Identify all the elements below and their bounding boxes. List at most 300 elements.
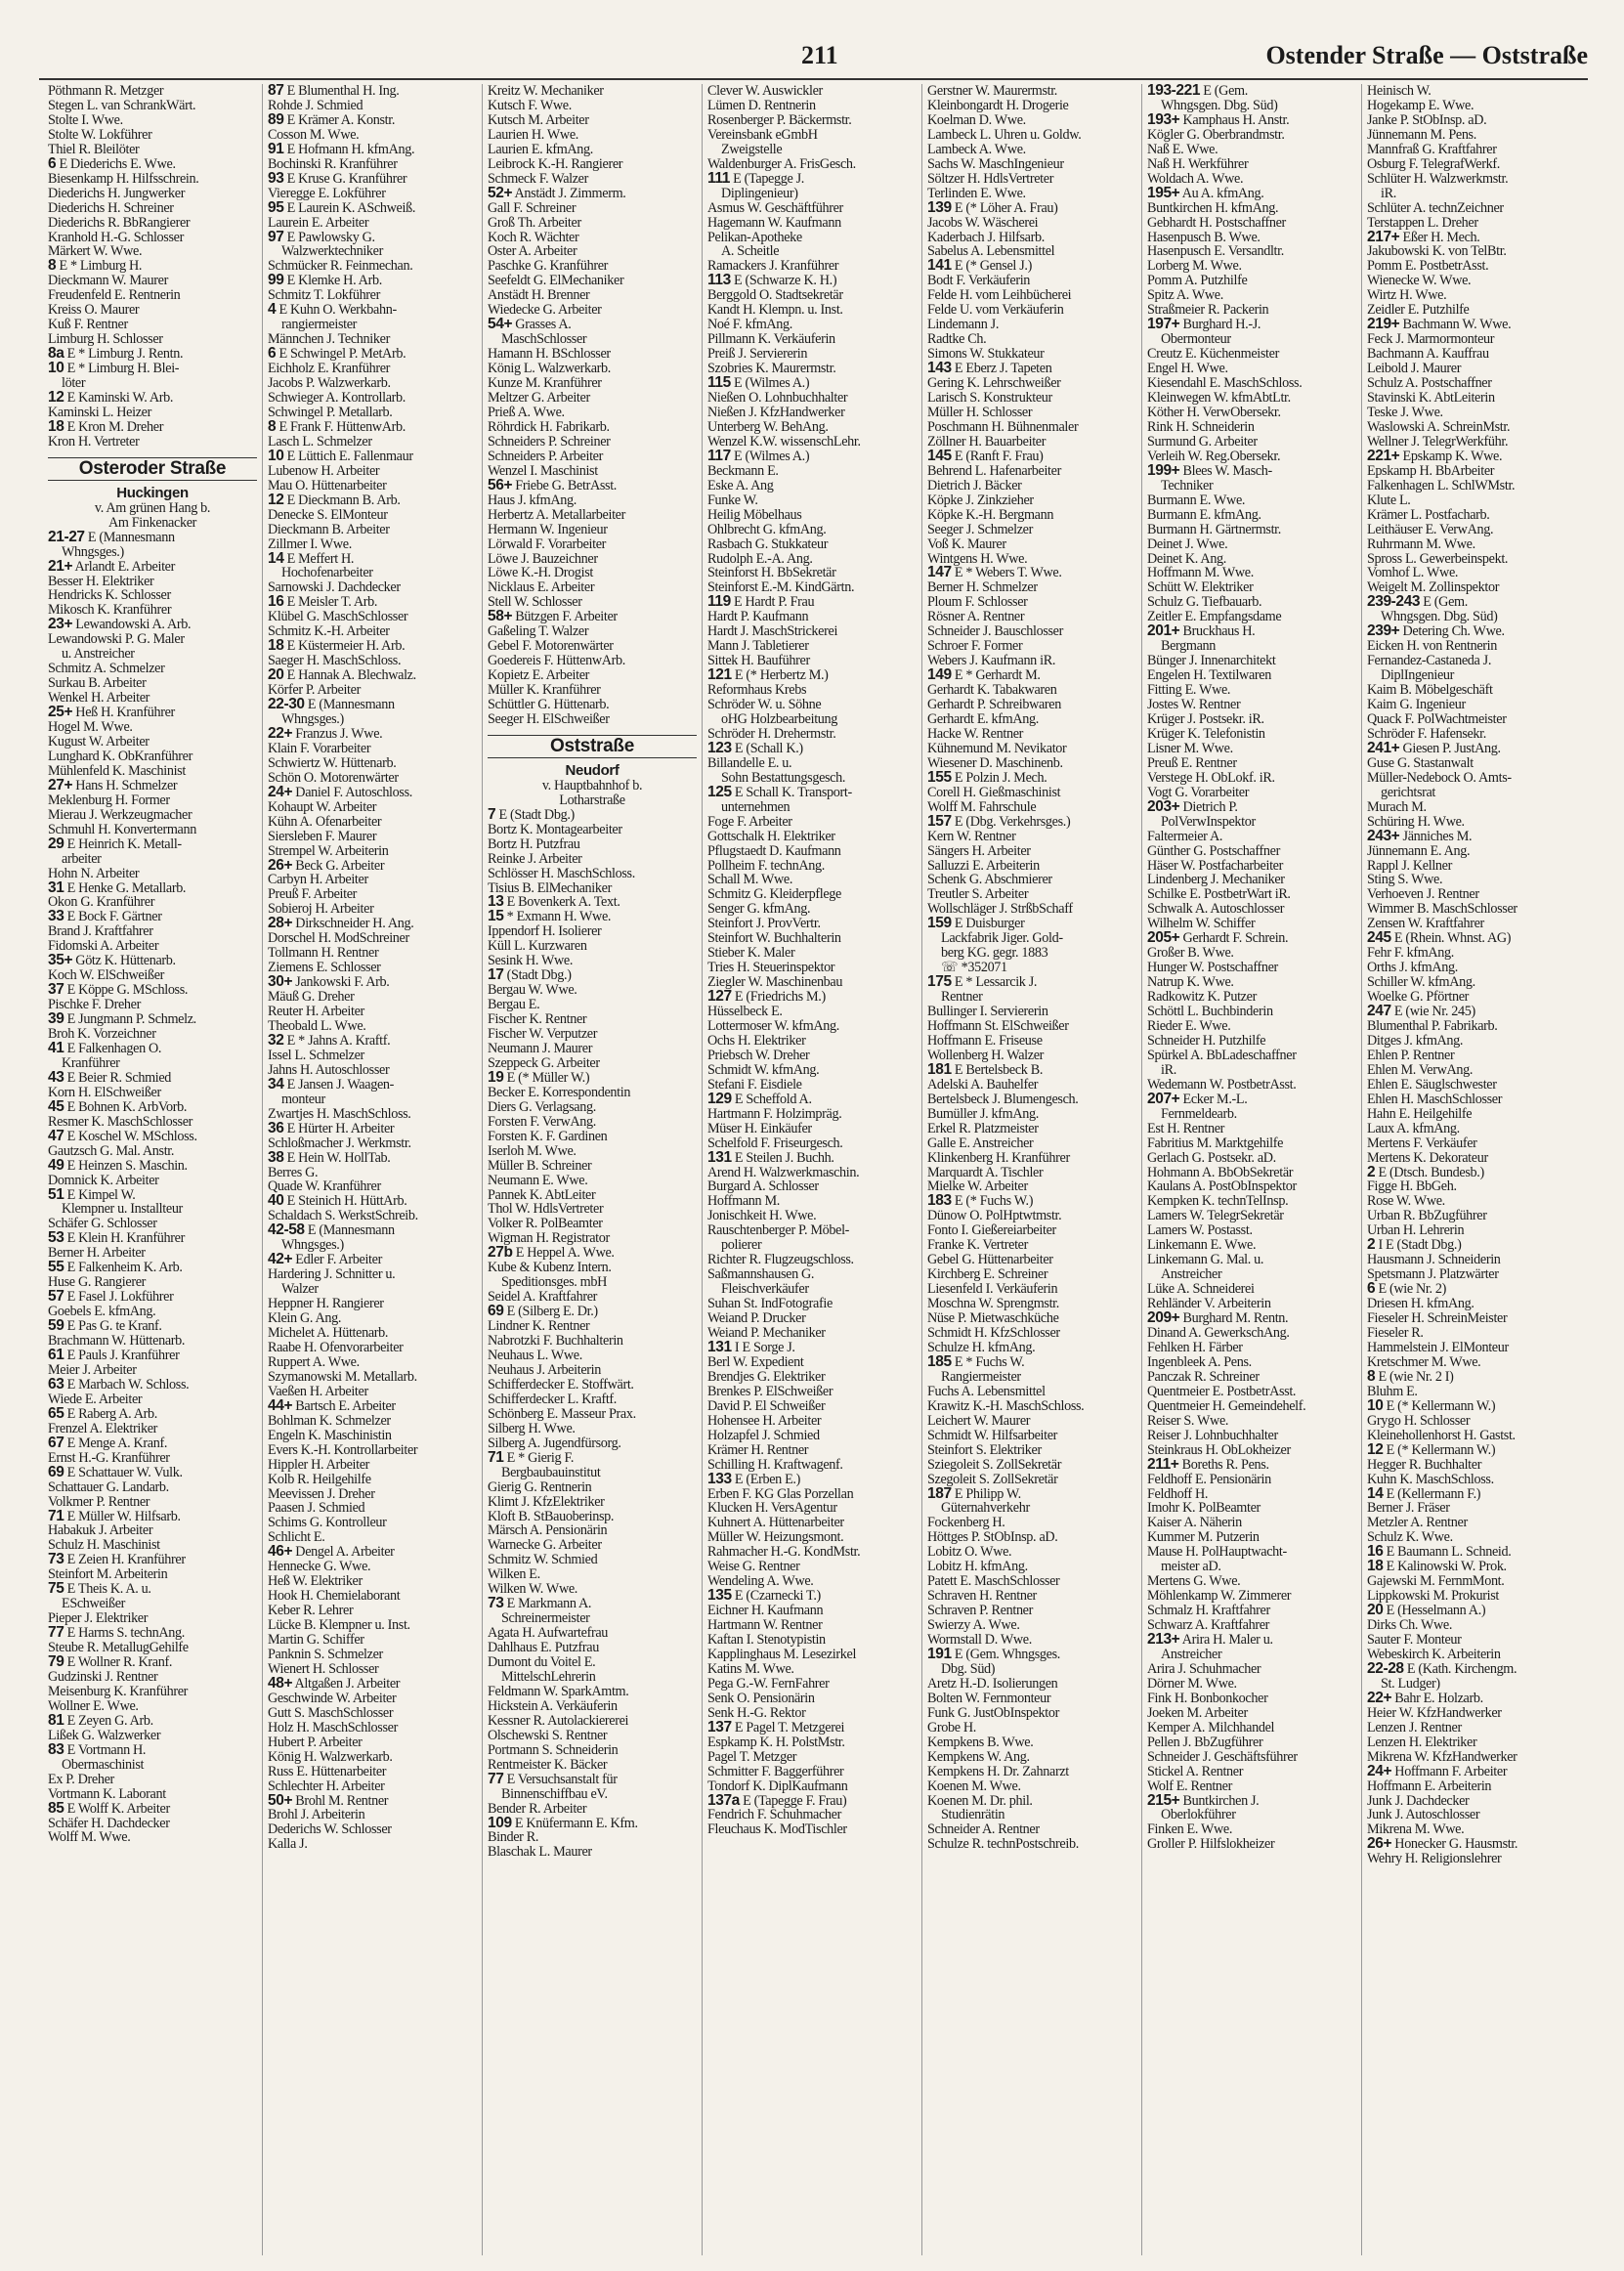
entry-text: Lambeck A. Wwe. [927,142,1026,157]
directory-entry [488,1246,697,1261]
house-number: 193-221 [1147,84,1201,99]
entry-text: Fleuchaus K. ModTischler [707,1822,847,1838]
entry-text: Schmitz W. Schmied [488,1553,598,1568]
entry-text: E (Silberg E. Dr.) [506,1305,598,1320]
directory-column [922,84,1142,2255]
entry-text: E Meisler T. Arb. [286,595,378,611]
directory-entry [48,1802,257,1817]
entry-text: E * Jahns A. Kraftf. [286,1033,391,1049]
entry-text: Rangiermeister [941,1369,1021,1385]
entry-text: Domnick K. Arbeiter [48,1173,159,1188]
entry-text: Orths J. kfmAng. [1367,961,1458,976]
entry-text: Müller H. Schlosser [927,405,1033,420]
entry-text: Murach M. [1367,799,1427,815]
entry-text: Bünger J. Innenarchitekt [1147,654,1276,669]
entry-text: E (Gem. [1423,595,1468,611]
directory-entry [48,618,257,632]
directory-entry [927,1545,1136,1560]
directory-column [263,84,483,2255]
house-number: 10 [268,449,284,464]
directory-entry [927,1501,1136,1516]
entry-text: Fleischverkäufer [721,1282,809,1298]
directory-entry [1147,318,1356,332]
directory-entry [927,1179,1136,1194]
entry-text: Hogel M. Wwe. [48,720,133,735]
directory-entry [1367,1297,1577,1311]
entry-text: Eske A. Ang [707,478,774,493]
entry-text: Lücke B. Klempner u. Inst. [268,1618,410,1634]
entry-text: Götz K. Hüttenarb. [75,954,176,969]
directory-entry [48,1378,257,1393]
entry-text: Lewandowski A. Arb. [75,618,192,633]
directory-entry [268,406,477,420]
entry-text: Stegen L. van SchrankWärt. [48,98,196,113]
directory-entry [268,216,477,231]
directory-entry [1367,1794,1577,1809]
directory-entry [707,493,917,508]
directory-entry [707,1633,917,1648]
directory-column [483,84,703,2255]
entry-text: Jünnemann E. Ang. [1367,843,1471,859]
entry-text: Gajewski M. FernmMont. [1367,1574,1505,1590]
entry-text: Beck G. Arbeiter [295,858,385,874]
entry-text: Zillmer I. Wwe. [268,536,352,552]
directory-entry [268,493,477,508]
entry-text: Koelman D. Wwe. [927,112,1026,128]
directory-entry [927,172,1136,187]
house-number: 49 [48,1158,64,1174]
house-number: 22+ [268,726,293,742]
directory-entry [488,464,697,479]
entry-text: Koch W. ElSchweißer [48,968,165,984]
entry-text: E Kaminski W. Arb. [66,391,174,406]
entry-text: Brohl M. Rentner [295,1793,389,1809]
directory-entry [927,1443,1136,1458]
entry-text: Anstreicher [1161,1647,1222,1662]
directory-entry [268,1063,477,1078]
directory-entry [48,1699,257,1714]
entry-text: Bergmann [1161,639,1217,655]
directory-entry [1367,566,1577,580]
entry-text: Wenzel I. Maschinist [488,463,598,479]
directory-entry [1367,624,1577,639]
directory-entry [707,1545,917,1560]
directory-entry [48,1027,257,1042]
directory-entry [488,1480,697,1495]
house-number: 203+ [1147,799,1180,815]
directory-entry [488,1086,697,1100]
district-heading: Neudorf [565,761,620,779]
directory-entry [1367,1166,1577,1180]
directory-entry [48,274,257,288]
directory-entry [1367,917,1577,931]
directory-entry [1367,1487,1577,1502]
directory-entry [48,1159,257,1174]
entry-text: Dieckmann B. Arbeiter [268,522,390,537]
directory-entry [1367,1370,1577,1385]
directory-entry [488,1830,697,1845]
entry-text: Gering K. Lehrschweißer [927,376,1061,392]
house-number: 34 [268,1077,284,1093]
entry-text: I E (Stadt Dbg.) [1378,1238,1462,1254]
house-number: 2 [1367,1165,1376,1180]
house-number: 26+ [1367,1837,1392,1853]
directory-entry [268,1267,477,1282]
entry-text: Müller K. Kranführer [488,683,601,699]
entry-text: Moschna W. Sprengmstr. [927,1297,1059,1312]
entry-text: Heß H. Kranführer [75,706,175,721]
entry-text: Krüger K. Telefonistin [1147,726,1265,742]
entry-text: Sarnowski J. Dachdecker [268,580,401,596]
directory-entry [1367,1341,1577,1355]
directory-entry [707,1267,917,1282]
house-number: 195+ [1147,186,1180,201]
directory-entry [268,288,477,303]
directory-entry [1147,946,1356,961]
entry-text: Spross L. Gewerbeinspekt. [1367,551,1509,567]
directory-entry [488,895,697,910]
entry-text: Kaim B. Möbelgeschäft [1367,683,1493,699]
directory-entry [48,1115,257,1130]
directory-entry [927,552,1136,567]
entry-text: E Frank F. HüttenwArb. [278,419,406,435]
directory-entry [1147,1808,1356,1822]
house-number: 69 [48,1465,64,1480]
entry-text: Anstädt H. Brenner [488,288,590,304]
directory-entry [48,231,257,245]
directory-entry [48,852,257,867]
entry-text: Jacobs W. Wäscherei [927,215,1039,231]
entry-text: Rehländer V. Arbeiterin [1147,1297,1271,1312]
entry-text: Mause H. PolHauptwacht- [1147,1545,1287,1561]
entry-text: Clever W. Auswickler [707,84,823,99]
directory-entry [1367,887,1577,902]
directory-entry [707,1355,917,1370]
entry-text: Hans H. Schmelzer [75,778,178,793]
entry-text: berg KG. gegr. 1883 [941,946,1048,962]
entry-text: Mikrena M. Wwe. [1367,1822,1465,1838]
directory-entry [1147,624,1356,639]
directory-entry [1147,1779,1356,1794]
directory-entry [707,1034,917,1049]
entry-text: Pagel T. Metzger [707,1749,797,1765]
directory-entry [48,1349,257,1363]
entry-text: I E Sorge J. [734,1340,795,1355]
entry-text: Sesink H. Wwe. [488,954,574,969]
entry-text: MittelschLehrerin [501,1669,596,1685]
directory-entry [1147,1648,1356,1662]
directory-entry [1147,244,1356,259]
directory-entry [707,1487,917,1502]
entry-text: Kempkens W. Ang. [927,1749,1030,1765]
directory-entry [488,610,697,624]
entry-text: Möhlenkamp W. Zimmerer [1147,1589,1292,1605]
directory-entry [48,531,257,545]
directory-entry [927,1297,1136,1311]
entry-text: Limburg H. Schlosser [48,332,163,348]
directory-entry [927,1282,1136,1297]
directory-entry [927,450,1136,464]
entry-text: Lottermoser W. kfmAng. [707,1019,839,1034]
directory-entry [488,1056,697,1071]
entry-text: Klein G. Ang. [268,1311,342,1327]
entry-text: E Lüttich E. Fallenmaur [286,449,413,464]
house-number: 91 [268,142,284,157]
entry-text: iR. [1381,186,1396,201]
entry-text: Webeskirch K. Arbeiterin [1367,1647,1501,1662]
entry-text: Lorberg M. Wwe. [1147,259,1242,275]
directory-entry [488,1553,697,1567]
entry-text: Mikosch K. Kranführer [48,603,172,619]
entry-text: Kolb R. Heilgehilfe [268,1472,371,1487]
directory-entry [927,1136,1136,1151]
directory-entry [1147,1385,1356,1399]
entry-text: Pischke F. Dreher [48,998,141,1013]
directory-entry [488,698,697,712]
directory-entry [1367,201,1577,216]
entry-text: Senger G. kfmAng. [707,902,811,918]
directory-entry [48,1714,257,1729]
entry-text: Schmitter F. Baggerführer [707,1764,844,1779]
entry-text: * Exmann H. Wwe. [506,910,612,925]
directory-entry [1147,683,1356,698]
entry-text: Mäuß G. Dreher [268,990,355,1006]
directory-entry [488,187,697,201]
entry-text: Frenzel A. Elektriker [48,1421,158,1436]
directory-entry [1147,1122,1356,1136]
directory-entry [488,303,697,318]
directory-entry [48,318,257,332]
entry-text: Thol W. HdlsVertreter [488,1202,604,1218]
directory-entry [707,830,917,844]
directory-entry [707,479,917,493]
house-number: 42-58 [268,1223,305,1239]
entry-text: E Köppe G. MSchloss. [66,983,189,999]
directory-entry [927,1311,1136,1326]
directory-entry [707,1078,917,1093]
directory-entry [488,143,697,157]
entry-text: Patett E. MaschSchlosser [927,1574,1060,1590]
house-number: 139 [927,200,952,216]
directory-entry [488,1538,697,1553]
directory-entry [488,128,697,143]
entry-text: Adelski A. Bauhelfer [927,1077,1039,1093]
entry-text: Heilig Möbelhaus [707,507,802,523]
entry-text: Schall M. Wwe. [707,873,793,888]
house-number: 245 [1367,931,1391,947]
directory-entry [927,479,1136,493]
entry-text: Osburg F. TelegrafWerkf. [1367,156,1500,172]
directory-entry [48,1523,257,1538]
house-number: 83 [48,1742,64,1758]
entry-text: Haus J. kfmAng. [488,493,577,508]
entry-text: E (wie Nr. 2 I) [1378,1369,1454,1385]
entry-text: Sohn Bestattungsgesch. [721,770,846,786]
entry-text: Wollner E. Wwe. [48,1698,139,1714]
directory-entry [1367,654,1577,668]
directory-entry [1367,815,1577,830]
directory-entry [1367,1633,1577,1648]
directory-entry [488,1027,697,1042]
entry-text: Besser H. Elektriker [48,574,154,589]
directory-entry [488,537,697,552]
house-number: 12 [48,391,64,406]
directory-entry [48,983,257,998]
directory-entry [488,1275,697,1290]
entry-text: Kugust W. Arbeiter [48,734,150,750]
entry-text: Preuß E. Rentner [1147,755,1237,771]
house-number: 115 [707,376,731,392]
entry-text: E Raberg A. Arb. [66,1406,157,1422]
house-number: 141 [927,259,952,275]
entry-text: Zeidler E. Putzhilfe [1367,303,1470,319]
directory-entry [707,391,917,406]
directory-entry [48,303,257,318]
directory-entry [1147,712,1356,727]
directory-entry [707,1209,917,1223]
directory-entry [1367,1648,1577,1662]
entry-text: E (Schall K.) [734,741,803,756]
directory-entry [488,1523,697,1538]
directory-entry [1147,639,1356,654]
directory-entry [268,1794,477,1809]
directory-entry [48,244,257,259]
directory-entry [268,771,477,786]
entry-text: Stefani F. Eisdiele [707,1077,802,1093]
directory-entry [707,1822,917,1837]
house-number: 18 [48,419,64,435]
directory-entry [268,1326,477,1341]
directory-entry [927,815,1136,830]
entry-text: Natrup K. Wwe. [1147,975,1234,991]
house-number: 8 [48,259,57,275]
entry-text: Reuter H. Arbeiter [268,1005,364,1019]
entry-text: Erkel R. Platzmeister [927,1121,1039,1136]
entry-text: Holzapfel J. Schmied [707,1428,820,1443]
directory-entry [1147,1238,1356,1253]
entry-text: Falkenhagen L. SchlWMstr. [1367,478,1516,493]
entry-text: Kessner R. Autolackiererei [488,1713,629,1729]
directory-entry [48,1830,257,1845]
entry-text: Strempel W. Arbeiterin [268,843,389,859]
entry-text: Paasen J. Schmied [268,1501,365,1517]
directory-entry [927,1648,1136,1662]
directory-entry [1367,1765,1577,1779]
directory-entry [488,595,697,610]
entry-text: Rösner A. Rentner [927,610,1025,625]
directory-entry [707,1385,917,1399]
directory-entry [268,1049,477,1063]
house-number: 39 [48,1012,64,1028]
house-number: 48+ [268,1676,293,1692]
entry-text: Reiser S. Wwe. [1147,1413,1229,1429]
directory-entry [1147,1618,1356,1633]
directory-entry [1367,1706,1577,1721]
entry-text: E Jansen J. Waagen- [286,1077,395,1093]
entry-text: Becker E. Korrespondentin [488,1085,631,1100]
directory-entry [48,793,257,808]
entry-text: u. Anstreicher [62,647,135,663]
directory-entry [488,406,697,420]
house-number: 117 [707,449,731,464]
entry-text: Bochinski R. Kranführer [268,156,398,172]
entry-text: E Diederichs E. Wwe. [59,156,176,172]
entry-text: Koenen M. Dr. phil. [927,1793,1033,1809]
entry-text: Schlicht E. [268,1530,325,1546]
directory-entry [707,1648,917,1662]
directory-entry [1367,376,1577,391]
directory-entry [488,837,697,852]
directory-column [1362,84,1582,2255]
entry-text: Müller W. Heizungsmont. [707,1530,844,1546]
entry-text: Franke K. Vertreter [927,1238,1028,1254]
directory-entry [268,1721,477,1735]
entry-text: Ruhrmann M. Wwe. [1367,536,1475,552]
entry-text: Günther G. Postschaffner [1147,843,1280,859]
directory-entry [927,84,1136,99]
directory-entry [1367,902,1577,917]
entry-text: Ecker M.-L. [1182,1092,1248,1107]
entry-text: Leichert W. Maurer [927,1413,1031,1429]
directory-entry [48,1436,257,1451]
house-number: 65 [48,1406,64,1422]
house-number: 23+ [48,618,73,633]
entry-text: Dirks Ch. Wwe. [1367,1618,1453,1634]
directory-entry [48,1217,257,1231]
directory-entry [1367,523,1577,537]
entry-text: Pelikan-Apotheke [707,230,802,245]
entry-text: Steinforst E.-M. KindGärtn. [707,580,855,596]
directory-entry [1367,1560,1577,1574]
directory-entry [927,1735,1136,1750]
entry-text: Schüttler G. Hüttenarb. [488,698,610,712]
entry-text: Galle E. Anstreicher [927,1136,1034,1151]
directory-entry [268,1253,477,1267]
directory-entry [48,924,257,939]
entry-text: Gebhardt H. Postschaffner [1147,215,1286,231]
entry-text: Schneider J. Geschäftsführer [1147,1749,1298,1765]
directory-entry [488,1042,697,1056]
entry-text: Whngsges.) [62,544,124,560]
entry-text: Lörwald F. Vorarbeiter [488,536,607,552]
entry-text: Panknin S. Schmelzer [268,1647,383,1662]
entry-text: Blaschak L. Maurer [488,1845,592,1861]
house-number: 28+ [268,917,293,932]
entry-text: Russ E. Hüttenarbeiter [268,1764,387,1779]
entry-text: Edler F. Arbeiter [295,1253,382,1268]
entry-text: E (Mannesmann [307,1223,395,1239]
directory-entry [1367,172,1577,187]
directory-entry [1367,975,1577,990]
entry-text: Kaiser A. Näherin [1147,1516,1242,1531]
directory-entry [268,1385,477,1399]
directory-entry [927,231,1136,245]
entry-text: Nicklaus E. Arbeiter [488,580,595,596]
house-number: 129 [707,1092,732,1107]
directory-entry [1147,1019,1356,1034]
directory-entry [1367,99,1577,113]
directory-entry [1367,347,1577,362]
entry-text: Leithäuser E. VerwAng. [1367,522,1494,537]
directory-entry [1147,1545,1356,1560]
entry-text: Bützgen F. Arbeiter [515,610,618,625]
directory-entry [927,902,1136,917]
house-number: 7 [488,807,496,823]
directory-entry [268,244,477,259]
entry-text: Schiller W. kfmAng. [1367,975,1475,991]
directory-entry [268,1501,477,1516]
directory-entry [707,1238,917,1253]
